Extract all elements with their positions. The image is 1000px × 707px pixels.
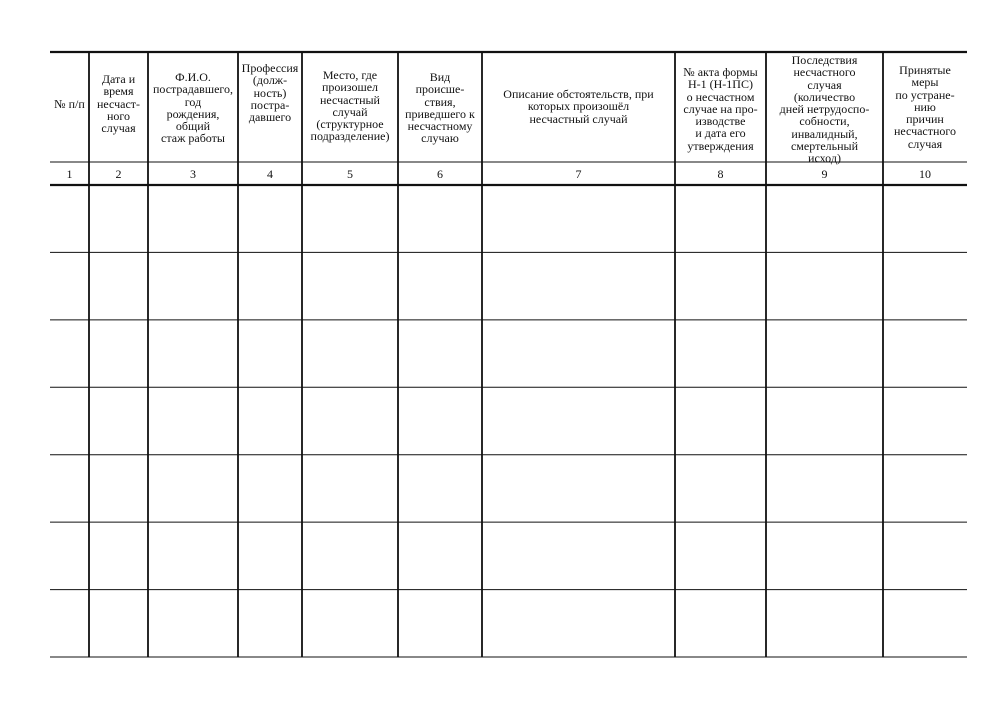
- table-cell: [89, 522, 148, 589]
- table-cell: [50, 590, 89, 657]
- table-cell: [398, 252, 482, 319]
- column-header-10: Принятые меры по устране- нию причин несчастного случая: [893, 63, 957, 151]
- column-header-6: Вид происше- ствия, приведшего к несчастному случаю: [405, 70, 475, 146]
- column-header-8: № акта формы Н-1 (Н-1ПС) о несчастном случае на про- изводстве и дата его утверждения: [683, 65, 758, 153]
- table-cell: [148, 590, 238, 657]
- column-number-8: 8: [717, 166, 724, 181]
- column-number-3: 3: [190, 166, 196, 181]
- column-number-7: 7: [575, 166, 582, 181]
- table-cell: [302, 590, 398, 657]
- table-cell: [675, 387, 766, 454]
- table-cell: [675, 320, 766, 387]
- table-cell: [238, 455, 302, 522]
- table-cell: [398, 455, 482, 522]
- column-number-9: 9: [821, 166, 828, 181]
- column-number-6: 6: [437, 166, 443, 181]
- table-cell: [50, 185, 89, 252]
- table-cell: [89, 590, 148, 657]
- table-cell: [238, 590, 302, 657]
- table-cell: [238, 252, 302, 319]
- table-cell: [148, 522, 238, 589]
- table-cell: [482, 455, 675, 522]
- table-cell: [398, 185, 482, 252]
- table-cell: [675, 522, 766, 589]
- table-cell: [398, 522, 482, 589]
- table-cell: [238, 387, 302, 454]
- table-cell: [675, 455, 766, 522]
- table-cell: [238, 522, 302, 589]
- table-cell: [766, 590, 883, 657]
- table-cell: [766, 252, 883, 319]
- table-cell: [50, 252, 89, 319]
- table-cell: [482, 522, 675, 589]
- table-cell: [89, 252, 148, 319]
- table-cell: [50, 455, 89, 522]
- table-cell: [148, 455, 238, 522]
- table-cell: [302, 252, 398, 319]
- table-cell: [89, 455, 148, 522]
- table-cell: [302, 320, 398, 387]
- table-cell: [883, 320, 967, 387]
- table-cell: [50, 522, 89, 589]
- table-cell: [50, 320, 89, 387]
- table-cell: [766, 387, 883, 454]
- table-cell: [883, 185, 967, 252]
- table-cell: [883, 387, 967, 454]
- table-cell: [238, 320, 302, 387]
- table-cell: [482, 185, 675, 252]
- column-number-5: 5: [347, 166, 353, 181]
- column-number-4: 4: [267, 166, 273, 181]
- table-cell: [398, 387, 482, 454]
- table-cell: [482, 320, 675, 387]
- table-cell: [675, 252, 766, 319]
- table-cell: [883, 590, 967, 657]
- table-cell: [302, 522, 398, 589]
- table-cell: [766, 320, 883, 387]
- table-cell: [883, 252, 967, 319]
- table-cell: [883, 522, 967, 589]
- table-cell: [482, 387, 675, 454]
- column-header-4: Профессия (долж- ность) постра- давшего: [241, 61, 299, 125]
- column-header-3: Ф.И.О. пострадавшего, год рождения, общий стаж работы: [152, 70, 234, 146]
- table-cell: [675, 185, 766, 252]
- column-header-1: № п/п: [54, 97, 85, 111]
- table-cell: [89, 185, 148, 252]
- table-cell: [302, 387, 398, 454]
- table-cell: [398, 320, 482, 387]
- table-cell: [302, 185, 398, 252]
- table-cell: [238, 185, 302, 252]
- column-header-2: Дата и время несчаст- ного случая: [96, 72, 141, 136]
- table-cell: [883, 455, 967, 522]
- table-cell: [89, 387, 148, 454]
- table-cell: [398, 590, 482, 657]
- table-cell: [148, 252, 238, 319]
- table-cell: [766, 522, 883, 589]
- table-cell: [675, 590, 766, 657]
- table-cell: [148, 185, 238, 252]
- column-header-5: Место, где произошел несчастный случай (структурное подразделение): [310, 68, 390, 144]
- table-cell: [766, 185, 883, 252]
- column-header-7: Описание обстоятельств, при которых произошёл несчастный случай: [503, 87, 654, 126]
- column-header-9: Последствия несчастного случая (количество дней нетрудоспо- собности, инвалидный, смертельный исход): [779, 53, 870, 166]
- column-number-10: 10: [919, 166, 931, 181]
- table-cell: [89, 320, 148, 387]
- table-cell: [50, 387, 89, 454]
- table-cell: [302, 455, 398, 522]
- table-cell: [482, 590, 675, 657]
- table-cell: [148, 387, 238, 454]
- table-cell: [148, 320, 238, 387]
- column-number-1: 1: [66, 166, 73, 181]
- column-number-2: 2: [115, 166, 122, 181]
- table-cell: [766, 455, 883, 522]
- table-cell: [482, 252, 675, 319]
